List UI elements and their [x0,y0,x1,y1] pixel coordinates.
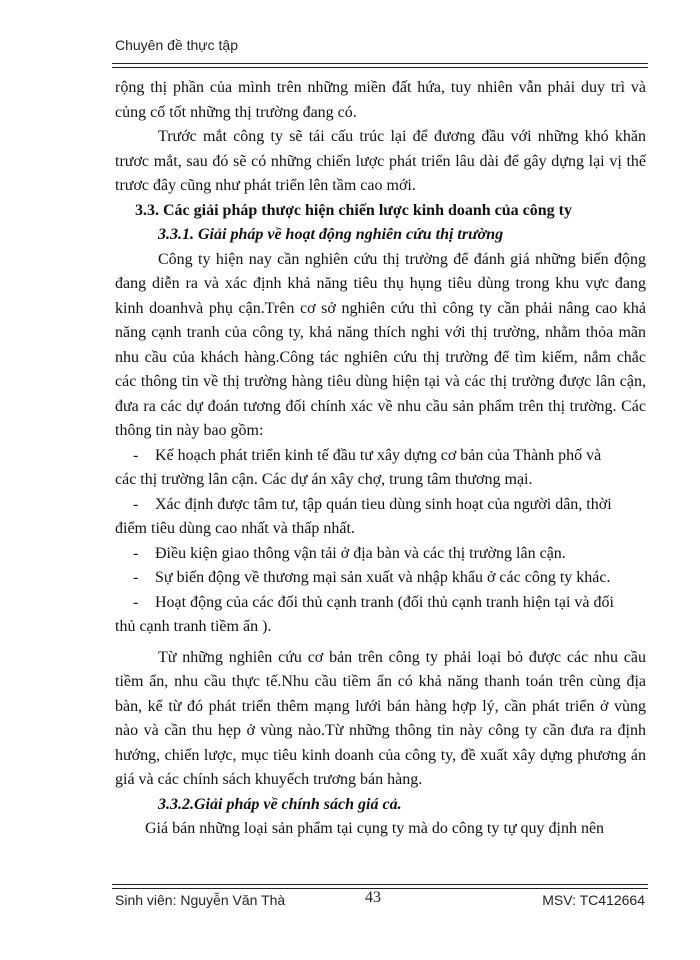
list-dash: - [133,446,139,464]
list-item-text: Sự biến động về thương mại sản xuất và nhập khẩu ở các công ty khác. [155,569,611,586]
list-item-text: Kế hoạch phát triển kinh tế đầu tư xây dựng cơ bản của Thành phố và [155,446,602,464]
list-item-text: Xác định được tâm tư, tập quán tieu dùng sinh hoạt của người dân, thời [155,495,612,513]
page-header-title: Chuyên đề thực tập [115,37,239,53]
list-item-text: Điều kiện giao thông vận tải ở địa bàn và các thị trường lân cận. [155,544,566,562]
list-item [115,542,646,567]
paragraph-5: Giá bán những loại sản phẩm tại cụng ty mà do công ty tự quy định nên [145,820,605,837]
list-item [115,566,646,591]
paragraph-2: Trước mắt công ty sẽ tái cấu trúc lại để đương đầu với những khó khăn trươc mắt, sau đó sẽ có những chiến lược phát triển lâu dài để gây dựng lại vị thế trươc đây cũng như phát triển lên tầm cao mới. [115,128,646,194]
list-dash: - [133,569,139,586]
list-item [115,591,646,616]
subsection-heading-3-3-2: 3.3.2.Giải pháp về chính sách giá cả. [158,795,402,813]
list-dash: - [133,544,139,562]
header-rule-secondary [112,67,648,68]
list-dash: - [133,495,139,513]
section-heading-3-3: 3.3. Các giải pháp thược hiện chiến lược kinh doanh của công ty [135,201,572,219]
paragraph-4: Từ những nghiên cứu cơ bản trên công ty phải loại bỏ được các nhu cầu tiềm ẩn, nhu cầu thực tế.Nhu cầu tiềm ẩn có khả năng thanh toán trên cùng địa bàn, kể từ đó phát triển thêm mạng lưới bán hàng hợp lý, cần phát triển ở vùng nào và cần thu hẹp ở vùng nào.Từ những thông tin này công ty cần đưa ra định hướng, chiến lược, mục tiêu kinh doanh của công ty, đề xuất xây dựng phương án giá và các chính sách khuyếch trương bán hàng. [115,648,646,788]
list-dash: - [133,593,139,611]
list-item-continuation: các thị trường lân cận. Các dự án xây chợ, trung tâm thương mại. [115,471,533,488]
footer-page-number: 43 [365,889,381,906]
paragraph-1: rộng thị phần của mình trên những miền đất hứa, tuy nhiên vẫn phải duy trì và củng cố tốt những thị trường đang có. [115,79,646,121]
list-item [115,444,646,469]
list-item-continuation: thủ cạnh tranh tiềm ẩn ). [115,618,272,635]
paragraph-3: Công ty hiện nay cần nghiên cứu thị trường để đánh giá những biến động đang diễn ra và xác định khả năng tiêu thụ hụng tiêu dùng trong khu vực đang kinh doanhvà phụ cận.Trên cơ sở nghiên cứu thì công ty cần phải nâng cao khả năng cạnh tranh của công ty, khả năng thích nghi với thị trường, nhằm thỏa mãn nhu cầu của khách hàng.Công tác nghiên cứu thị trường để tìm kiếm, nắm chắc các thông tin về thị trường hàng tiêu dùng hiện tại và các thị trường được lân cận, đưa ra các dự đoán tương đối chính xác về nhu cầu sản phẩm trên thị trường. Các thông tin này bao gồm: [115,250,646,439]
list-item [115,493,646,518]
subsection-heading-3-3-1: 3.3.1. Giải pháp về hoạt động nghiên cứu thị trường [158,226,504,243]
document-body [115,76,646,842]
footer-student-id: MSV: TC412664 [542,892,645,908]
header-rule [112,63,648,64]
list-item-continuation: điểm tiêu dùng cao nhất và thấp nhất. [115,520,355,537]
footer-student-name: Sinh viên: Nguyễn Văn Thà [115,892,286,908]
footer-rule [112,884,648,885]
list-item-text: Hoạt động của các đối thủ cạnh tranh (đối thủ cạnh tranh hiện tại và đối [155,593,614,611]
